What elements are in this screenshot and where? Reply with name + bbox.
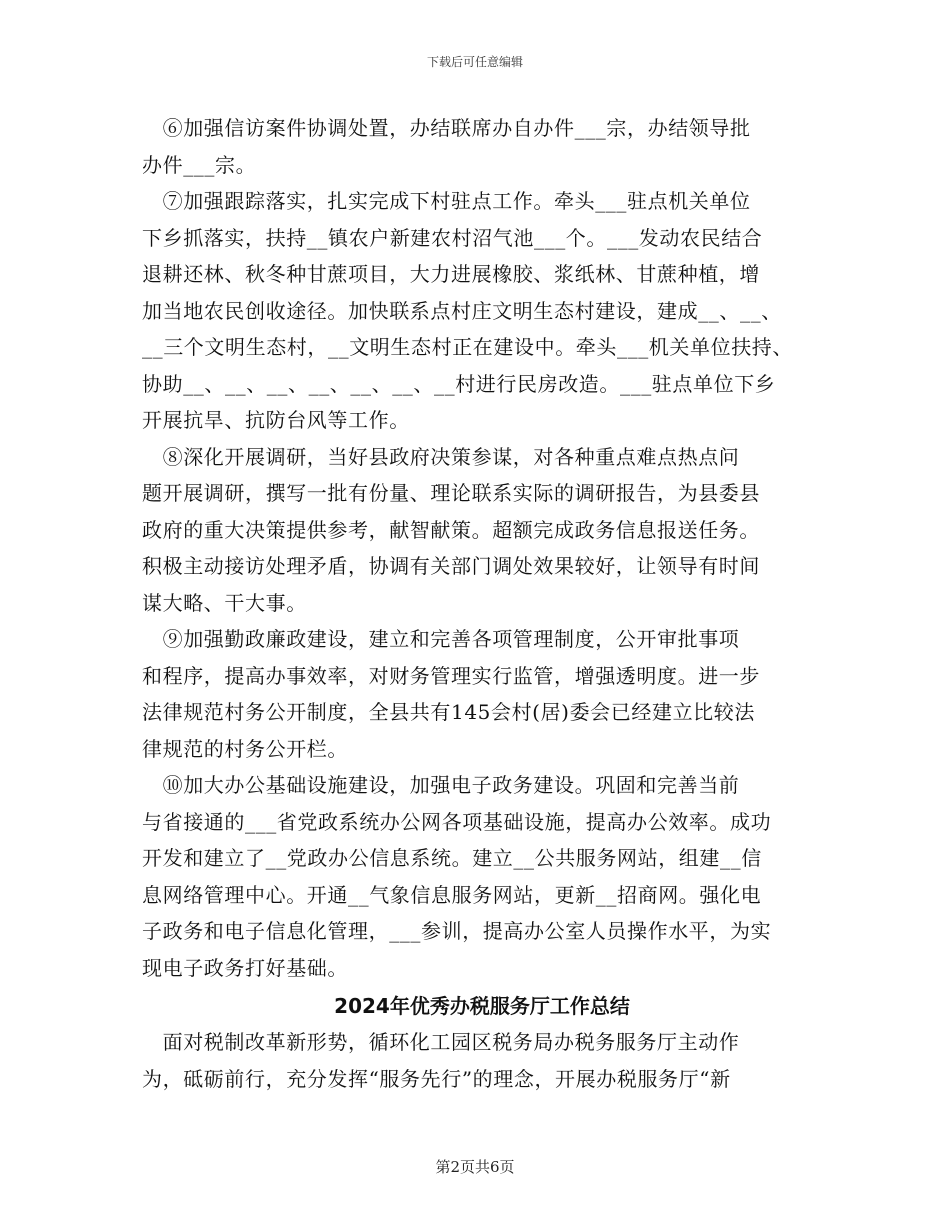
text-line: 与省接通的___省党政系统办公网各项基础设施，提高办公效率。成功: [142, 809, 772, 834]
text-line: 息网络管理中心。开通__气象信息服务网站，更新__招商网。强化电: [142, 882, 762, 907]
text-line: 下乡抓落实，扶持__镇农户新建农村沼气池___个。___发动农民结合: [142, 225, 763, 250]
section-title: 2024年优秀办税服务厅工作总结: [334, 994, 630, 1018]
document-body: [142, 110, 822, 1097]
paragraph-6: [142, 110, 822, 183]
text-line: 开发和建立了__党政办公信息系统。建立__公共服务网站，组建__信: [142, 846, 762, 870]
text-line: 法律规范村务公开制度，全县共有145会村(居)委会已经建立比较法: [142, 700, 755, 724]
text-line: 开展抗旱、抗防台风等工作。: [142, 408, 410, 432]
section-paragraph: [142, 1024, 822, 1097]
text-line: 协助__、__、__、__、__、__、__村进行民房改造。___驻点单位下乡: [142, 371, 776, 396]
paragraph-7: [142, 183, 822, 439]
text-line: ⑩加大办公基础设施建设，加强电子政务建设。巩固和完善当前: [142, 773, 740, 797]
paragraph-8: [142, 439, 822, 622]
text-line: 加当地农民创收途径。加快联系点村庄文明生态村建设，建成__、__、: [142, 298, 782, 323]
text-line: ⑥加强信访案件协调处置，办结联席办自办件___宗，办结领导批: [142, 116, 751, 140]
text-line: 现电子政务打好基础。: [142, 955, 348, 980]
text-line: __三个文明生态村，__文明生态村正在建设中。牵头___机关单位扶持、: [142, 335, 793, 359]
page-header: 下载后可任意编辑: [426, 55, 523, 69]
paragraph-10: [142, 767, 822, 986]
text-line: 办件___宗。: [142, 152, 257, 177]
text-line: 面对税制改革新形势，循环化工园区税务局办税务服务厅主动作: [142, 1030, 740, 1054]
text-line: 题开展调研，撰写一批有份量、理论联系实际的调研报告，为县委县: [142, 481, 760, 505]
text-line: ⑨加强勤政廉政建设，建立和完善各项管理制度，公开审批事项: [142, 627, 740, 651]
text-line: 律规范的村务公开栏。: [142, 736, 348, 761]
paragraph-9: [142, 621, 822, 767]
text-line: 退耕还林、秋冬种甘蔗项目，大力进展橡胶、浆纸林、甘蔗种植，增: [142, 262, 760, 286]
text-line: 谋大略、干大事。: [142, 590, 307, 615]
text-line: 政府的重大决策提供参考，献智献策。超额完成政务信息报送任务。: [142, 517, 760, 542]
text-line: 为，砥砺前行，充分发挥“服务先行”的理念，开展办税服务厅“新: [142, 1066, 731, 1091]
text-line: ⑧深化开展调研，当好县政府决策参谋，对各种重点难点热点问: [142, 444, 740, 469]
text-line: 和程序，提高办事效率，对财务管理实行监管，增强透明度。进一步: [142, 663, 760, 688]
text-line: ⑦加强跟踪落实，扎实完成下村驻点工作。牵头___驻点机关单位: [142, 189, 751, 213]
text-line: 子政务和电子信息化管理，___参训，提高办公室人员操作水平，为实: [142, 919, 772, 943]
page-footer: 第2页共6页: [435, 1158, 515, 1176]
text-line: 积极主动接访处理矛盾，协调有关部门调处效果较好，让领导有时间: [142, 554, 760, 578]
